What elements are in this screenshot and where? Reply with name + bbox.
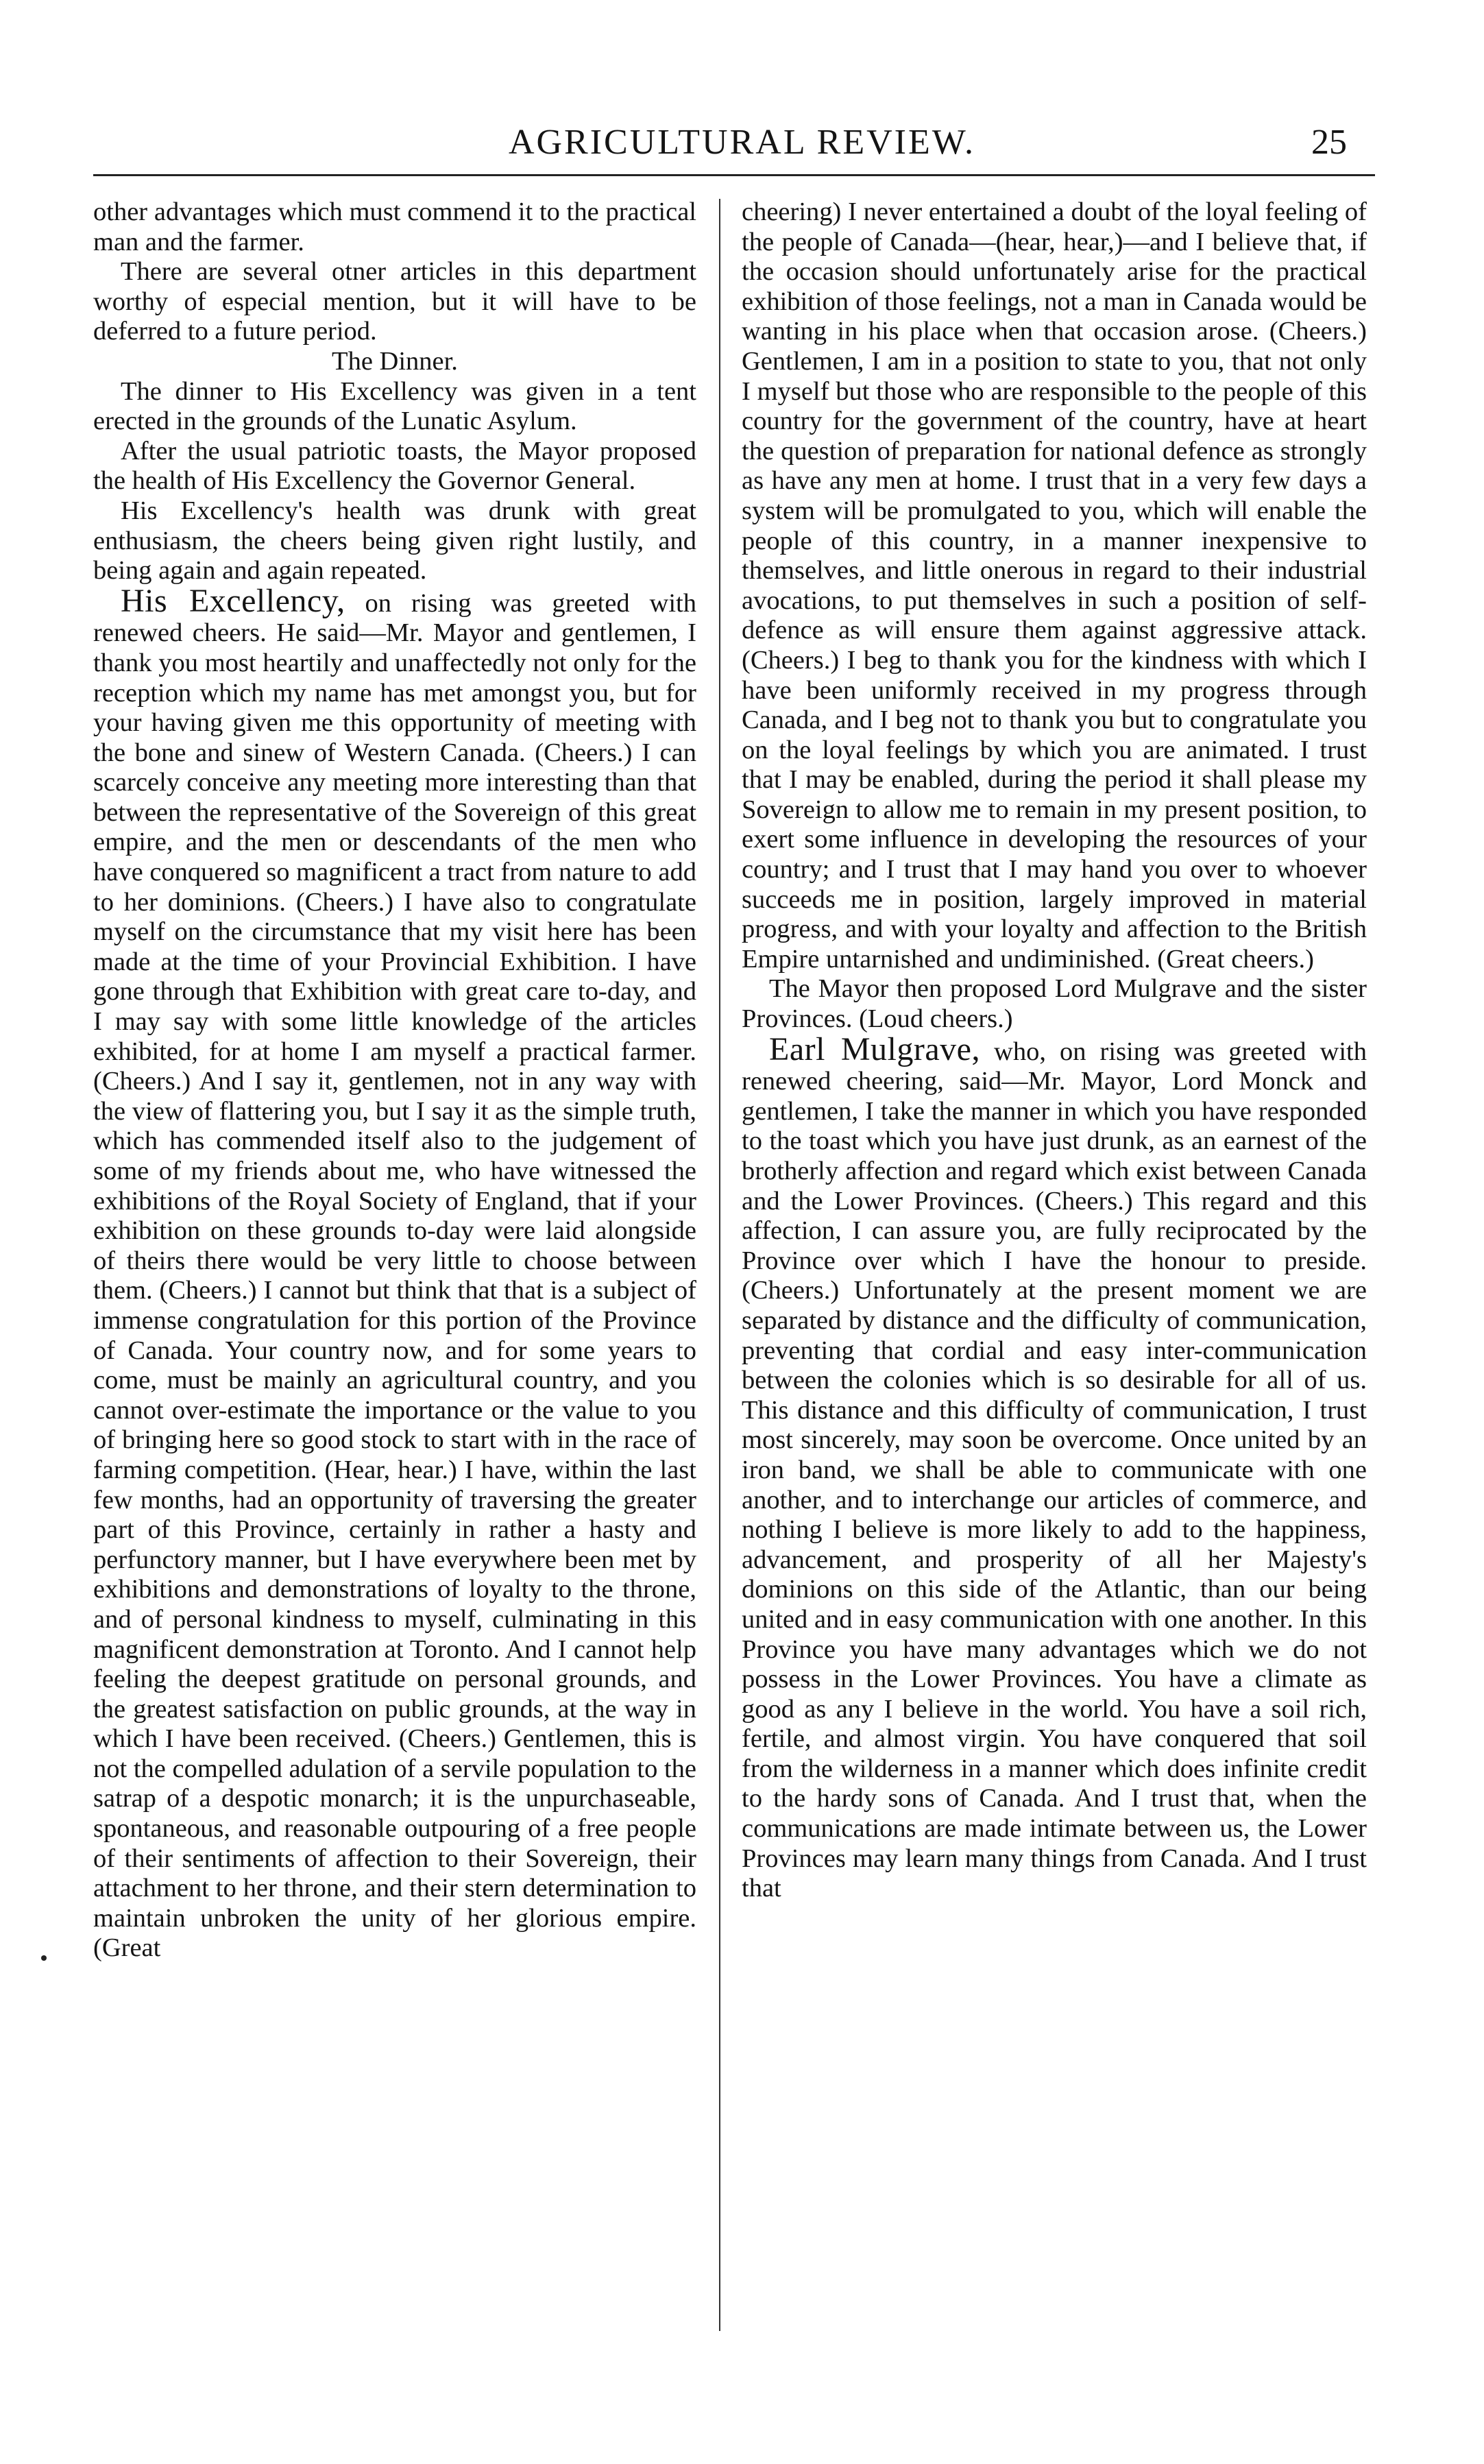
paragraph-dinner: The dinner to His Excellency was given in a tent erected in the grounds of the Lunatic Asylum. [93, 376, 696, 436]
speech-his-excellency-continued: cheering) I never entertained a doubt of the loyal feeling of the people of Canada—(hear, hear,)—and I believe that, if the occasion should unfortunately arise for the practical exhibition of those feelings, not a man in Canada would be wanting in his place when that occasion arose. (Cheers.) Gentlemen, I am in a position to state to you, that not only I myself but those who are responsible to the people of this country for the government of the country, have at heart the question of preparation for national defence as strongly as have any men at home. I trust that in a very few days a system will be promulgated to you, which will enable the people of this country, in a manner inexpensive to themselves, and little onerous in regard to their industrial avocations, to put themselves in such a position of self-defence as will ensure them against aggressive attack. (Cheers.) I beg to thank you for the kindness with which I have been uniformly received in my progress through Canada, and I beg not to thank you but to congratulate you on the loyal feelings by which you are animated. I trust that I may be enabled, during the period it shall please my Sovereign to allow me to remain in my present position, to exert some influence in developing the resources of your country; and I trust that I may hand you over to whoever succeeds me in position, largely improved in material progress, and with your loyalty and affection to the British Empire untarnished and undiminished. (Great cheers.) [742, 197, 1367, 974]
speaker-his-excellency: His Excellency, [121, 582, 345, 619]
speech-his-excellency [93, 582, 696, 1964]
column-rule [719, 199, 720, 2331]
left-column [93, 197, 696, 2336]
journal-title: AGRICULTURAL REVIEW. [508, 123, 976, 162]
speaker-earl-mulgrave: Earl Mulgrave, [769, 1030, 980, 1067]
paragraph-continued: other advantages which must commend it to the practical man and the farmer. [93, 197, 696, 256]
paragraph-mayor-toast: The Mayor then proposed Lord Mulgrave and the sister Provinces. (Loud cheers.) [742, 974, 1367, 1034]
speech-text: on rising was greeted with renewed cheers. He said—Mr. Mayor and gentlemen, I thank you most heartily and unaffectedly not only for the reception which my name has met amongst you, but for your having given me this opportunity of meeting with the bone and sinew of Western Canada. (Cheers.) I can scarcely conceive any meeting more interesting than that between the representative of the Sovereign of this great empire, and the men or descendants of the men who have conquered so magnificent a tract from nature to add to her dominions. (Cheers.) I have also to congratulate myself on the circumstance that my visit here has been made at the time of your Provincial Exhibition. I have gone through that Exhibition with great care to-day, and I may say with some little knowledge of the articles exhibited, for at home I am myself a practical farmer. (Cheers.) And I say it, gentlemen, not in any way with the view of flattering you, but I say it as the simple truth, which has commended itself also to the judgement of some of my friends about me, who have witnessed the exhibitions of the Royal Society of England, that if your exhibition on these grounds to-day were laid alongside of theirs there would be very little to choose between them. (Cheers.) I cannot but think that that is a subject of immense congratulation for this portion of the Province of Canada. Your country now, and for some years to come, must be mainly an agricultural country, and you cannot over-estimate the importance or the value to you of bringing here so good stock to start with in the race of farming competition. (Hear, hear.) I have, within the last few months, had an opportunity of traversing the greater part of this Province, certainly in rather a hasty and perfunctory manner, but I have everywhere been met by exhibitions and demonstrations of loyalty to the throne, and of personal kindness to myself, culminating in this magnificent demonstration at Toronto. And I cannot help feeling the deepest gratitude on personal grounds, and the greatest satisfaction on public grounds, at the way in which I have been received. (Cheers.) Gentlemen, this is not the compelled adulation of a servile population to the satrap of a despotic monarch; it is the unpurchaseable, spontaneous, and reasonable outpouring of a free people of their sentiments of affection to their Sovereign, their attachment to her throne, and their stern determination to maintain unbroken the unity of her glorious empire. (Great [93, 588, 696, 1963]
margin-mark [41, 1955, 47, 1961]
running-head [0, 115, 1484, 170]
paragraph-toasts: After the usual patriotic toasts, the Mayor proposed the health of His Excellency the Governor General. [93, 436, 696, 496]
paragraph-other-articles: There are several otner articles in this department worthy of especial mention, but it will have to be deferred to a future period. [93, 257, 696, 346]
speech-text: who, on rising was greeted with renewed cheering, said—Mr. Mayor, Lord Monck and gentlemen, I take the manner in which you have responded to the toast which you have just drunk, as an earnest of the brotherly affection and regard which exist between Canada and the Lower Provinces. (Cheers.) This regard and this affection, I can assure you, are fully reciprocated by the Province over which I have the honour to preside. (Cheers.) Unfortunately at the present moment we are separated by distance and the difficulty of communication, preventing that cordial and easy inter-communication between the colonies which is so desirable for all of us. This distance and this difficulty of communication, I trust most sincerely, may soon be overcome. Once united by an iron band, we shall be able to communicate with one another, and to interchange our articles of commerce, and nothing I believe is more likely to add to the happiness, advancement, and prosperity of all her Majesty's dominions on this side of the Atlantic, than our being united and in easy communication with one another. In this Province you have many advantages which we do not possess in the Lower Provinces. You have a climate as good as any I believe in the world. You have a soil rich, fertile, and almost virgin. You have conquered that soil from the wilderness in a manner which does infinite credit to the hardy sons of Canada. And I trust that, when the communications are made intimate between us, the Lower Provinces may learn many things from Canada. And I trust that [742, 1037, 1367, 1903]
speech-earl-mulgrave [742, 1030, 1367, 1904]
paragraph-health: His Excellency's health was drunk with great enthusiasm, the cheers being given right lustily, and being again and again repeated. [93, 496, 696, 585]
section-heading-dinner: The Dinner. [332, 346, 458, 376]
header-rule [93, 174, 1375, 176]
right-column [742, 197, 1367, 2336]
page-number: 25 [1311, 123, 1347, 162]
